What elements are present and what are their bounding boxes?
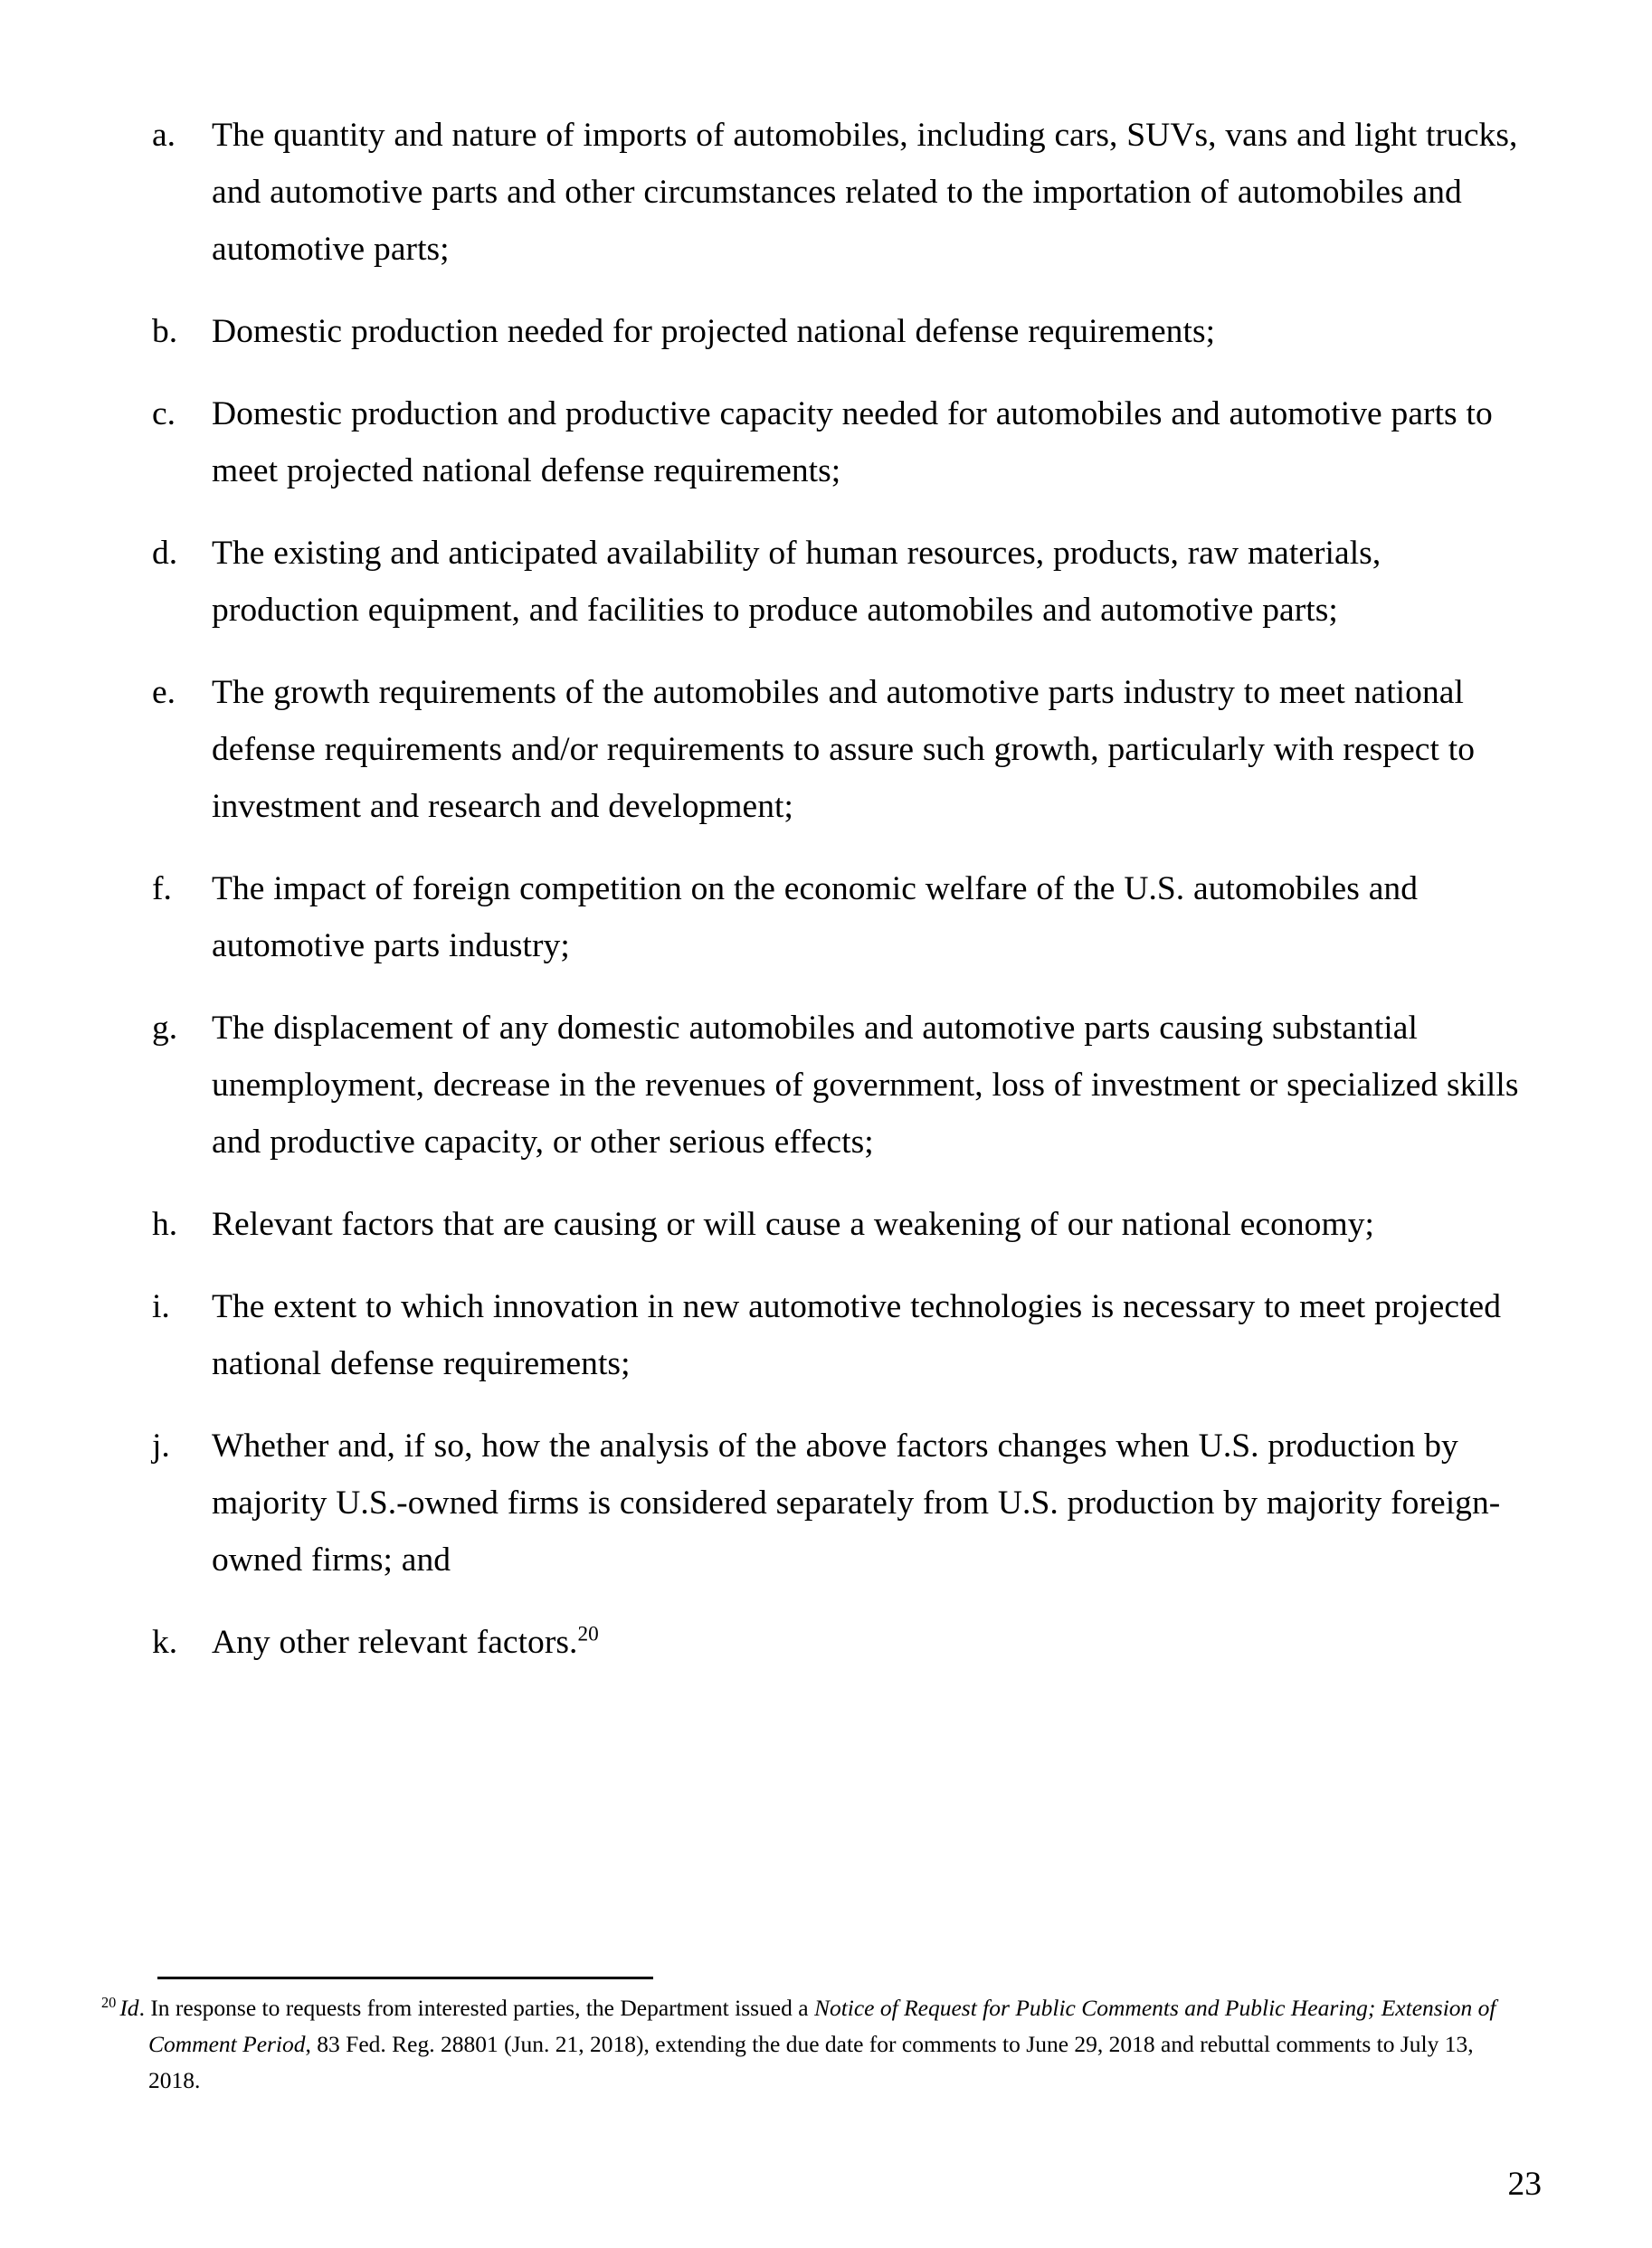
list-item-text bbox=[212, 1614, 1527, 1671]
list-item-marker: j. bbox=[152, 1428, 170, 1465]
footnote-reference[interactable]: 20 bbox=[577, 1622, 599, 1646]
list-item-text: Domestic production and productive capacity needed for automobiles and automotive parts to meet projected national defense requirements; bbox=[212, 395, 1493, 489]
list-item bbox=[152, 1418, 1527, 1589]
list-item bbox=[152, 1000, 1527, 1171]
list-item bbox=[152, 860, 1527, 974]
list-item-marker: i. bbox=[152, 1288, 170, 1325]
list-item bbox=[152, 385, 1527, 499]
list-item bbox=[152, 1196, 1527, 1253]
list-item bbox=[152, 664, 1527, 835]
footnote-number: 20 bbox=[101, 1993, 117, 2011]
page-number: 23 bbox=[1507, 2166, 1542, 2203]
list-item-text: The impact of foreign competition on the economic welfare of the U.S. automobiles and automotive parts industry; bbox=[212, 870, 1419, 964]
list-item-marker: a. bbox=[152, 117, 176, 154]
list-item bbox=[152, 303, 1527, 360]
list-item-text: Domestic production needed for projected national defense requirements; bbox=[212, 313, 1216, 350]
list-item bbox=[152, 1278, 1527, 1392]
list-item-marker: g. bbox=[152, 1010, 178, 1047]
list-item-marker: e. bbox=[152, 674, 176, 711]
list-item-text: The quantity and nature of imports of automobiles, including cars, SUVs, vans and light trucks, and automotive parts and other circumstances related to the importation of automobiles and automotive parts; bbox=[212, 117, 1518, 268]
list-item-text: The displacement of any domestic automobiles and automotive parts causing substantial unemployment, decrease in the revenues of government, loss of investment or specialized skills and productive capacity, or other serious effects; bbox=[212, 1010, 1519, 1161]
list-item-marker: h. bbox=[152, 1206, 178, 1243]
list-item-label: Any other relevant factors. bbox=[212, 1624, 578, 1661]
list-item-text: Whether and, if so, how the analysis of the above factors changes when U.S. production by majority U.S.-owned firms is considered separately from U.S. production by majority foreign-owned firms; and bbox=[212, 1428, 1501, 1579]
list-item bbox=[152, 1614, 1527, 1671]
footnote-title-italic: Notice of Request for Public Comments and Public Hearing; Extension of Comment Period bbox=[148, 1995, 1496, 2057]
list-item-marker: k. bbox=[152, 1624, 178, 1661]
list-item-text: The extent to which innovation in new automotive technologies is necessary to meet projected national defense requirements; bbox=[212, 1288, 1502, 1382]
list-item bbox=[152, 107, 1527, 278]
list-item bbox=[152, 525, 1527, 639]
list-item-text: The growth requirements of the automobiles and automotive parts industry to meet national defense requirements and/or requirements to assure such growth, particularly with respect to investment and research and development; bbox=[212, 674, 1476, 825]
list-item-marker: b. bbox=[152, 313, 178, 350]
list-item-marker: c. bbox=[152, 395, 176, 432]
footnote-separator-rule bbox=[157, 1977, 653, 1979]
list-item-text: Relevant factors that are causing or will cause a weakening of our national economy; bbox=[212, 1206, 1374, 1243]
footnote-part-two: , 83 Fed. Reg. 28801 (Jun. 21, 2018), extending the due date for comments to June 29, 2018 and rebuttal comments to July 13, 2018. bbox=[148, 2031, 1474, 2093]
footnote-id-italic: Id bbox=[119, 1995, 139, 2021]
footnote-part-one: . In response to requests from interested parties, the Department issued a bbox=[138, 1995, 814, 2021]
list-item-text: The existing and anticipated availability of human resources, products, raw materials, production equipment, and facilities to produce automobiles and automotive parts; bbox=[212, 535, 1381, 629]
list-item-marker: f. bbox=[152, 870, 172, 907]
footnote-section bbox=[101, 1977, 1531, 2099]
list-item-marker: d. bbox=[152, 535, 178, 572]
footnote-text bbox=[101, 1990, 1531, 2099]
lettered-list bbox=[152, 107, 1527, 1671]
